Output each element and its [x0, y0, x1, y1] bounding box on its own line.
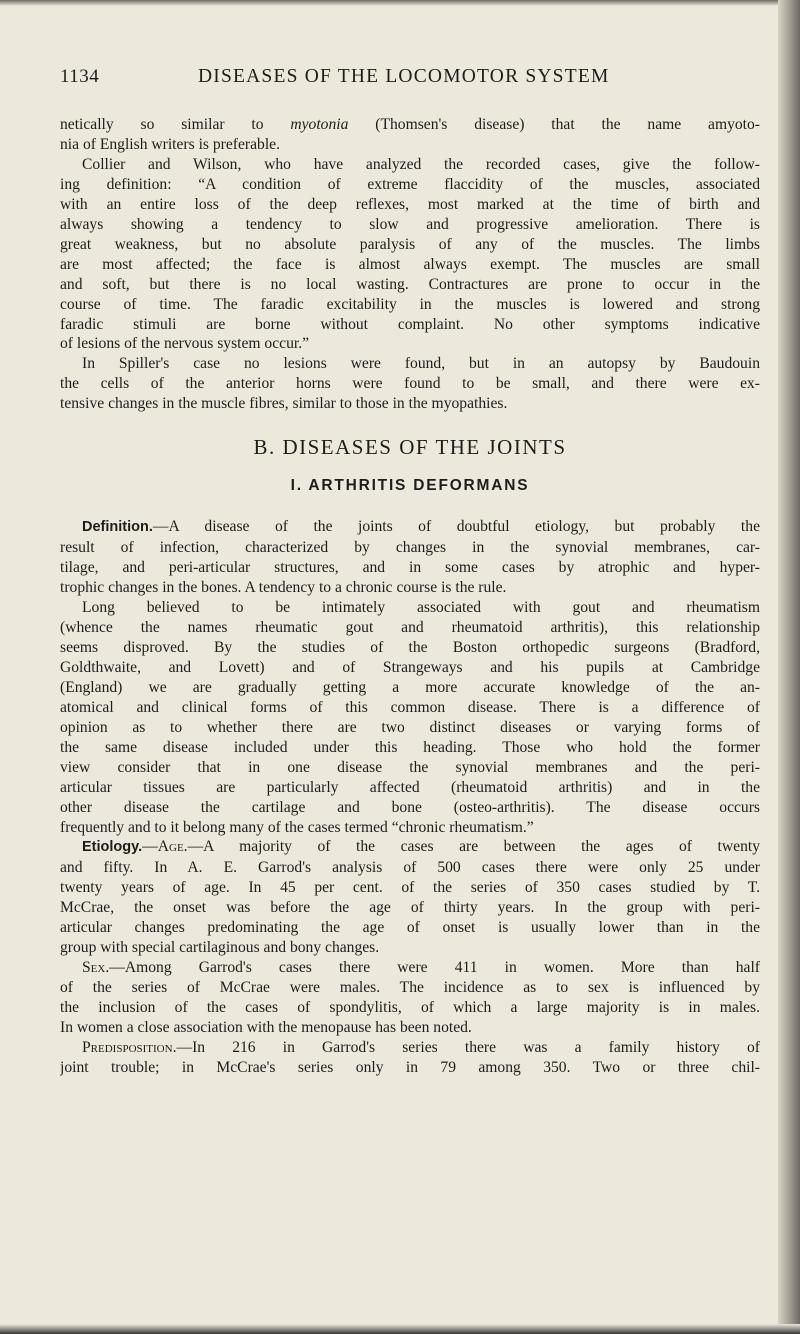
text-run: opinion as to whether there are two distinct diseases or varying forms of	[60, 718, 760, 736]
running-title: DISEASES OF THE LOCOMOTOR SYSTEM	[198, 66, 610, 87]
text-run: (whence the names rheumatic gout and rheumatoid arthritis), this relationship	[60, 618, 760, 636]
text-run: —	[142, 838, 158, 856]
text-run: are most affected; the face is almost always exempt. The muscles are small	[60, 255, 760, 273]
text-run: trophic changes in the bones. A tendency to a chronic course is the rule.	[60, 579, 507, 597]
text-run: ing definition: “A condition of extreme flaccidity of the muscles, associated	[60, 175, 760, 193]
body-text	[60, 115, 760, 1078]
text-run: and soft, but there is no local wasting. Contractures are prone to occur in the	[60, 275, 760, 293]
text-run: with an entire loss of the deep reflexes, most marked at the time of birth and	[60, 195, 760, 213]
text-run: —A disease of the joints of doubtful etiology, but probably the	[152, 518, 760, 536]
text-line	[60, 275, 760, 295]
text-run: always showing a tendency to slow and progressive amelioration. There is	[60, 215, 760, 233]
small-caps-heading: Predisposition.	[82, 1038, 177, 1056]
subsection-heading: I. ARTHRITIS DEFORMANS	[290, 477, 530, 495]
text-line	[60, 778, 760, 798]
text-run: McCrae, the onset was before the age of thirty years. In the group with peri-	[60, 899, 760, 917]
text-line	[60, 195, 760, 215]
text-run: faradic stimuli are borne without complaint. No other symptoms indicative	[60, 315, 760, 333]
text-run: of the series of McCrae were males. The incidence as to sex is influenced by	[60, 979, 760, 997]
text-run: Goldthwaite, and Lovett) and of Strangeways and his pupils at Cambridge	[60, 658, 760, 676]
text-line	[60, 1058, 760, 1078]
text-run: the inclusion of the cases of spondylitis, of which a large majority is in males.	[60, 999, 760, 1017]
text-line	[60, 315, 760, 335]
text-run: Collier and Wilson, who have analyzed the recorded cases, give the follow-	[82, 155, 760, 173]
run-in-heading: Etiology.	[82, 839, 143, 856]
text-line	[60, 215, 760, 235]
text-line	[60, 938, 760, 958]
text-line	[60, 718, 760, 738]
text-run: frequently and to it belong many of the cases termed “chronic rheumatism.”	[60, 818, 534, 836]
text-run: other disease the cartilage and bone (osteo-arthritis). The disease occurs	[60, 798, 760, 816]
text-run: articular changes predominating the age of onset is usually lower than in the	[60, 919, 760, 937]
text-run: joint trouble; in McCrae's series only in 79 among 350. Two or three chil-	[60, 1058, 760, 1076]
text-line	[60, 638, 760, 658]
text-run: group with special cartilaginous and bony changes.	[60, 939, 380, 957]
text-run: tilage, and peri-articular structures, and in some cases by atrophic and hyper-	[60, 559, 760, 577]
text-line	[60, 135, 760, 155]
section-heading: B. DISEASES OF THE JOINTS	[253, 435, 567, 460]
text-line	[60, 598, 760, 618]
page-right-edge-shadow	[778, 0, 800, 1334]
text-line	[60, 918, 760, 938]
text-run: the same disease included under this heading. Those who hold the former	[60, 738, 760, 756]
text-line	[60, 394, 760, 414]
text-run: articular tissues are particularly affected (rheumatoid arthritis) and in the	[60, 778, 760, 796]
text-line	[60, 658, 760, 678]
text-run: nia of English writers is preferable.	[60, 135, 280, 153]
text-run: atomical and clinical forms of this common disease. There is a difference of	[60, 698, 760, 716]
text-line	[60, 898, 760, 918]
text-run: view consider that in one disease the synovial membranes and the peri-	[60, 758, 760, 776]
text-line	[60, 538, 760, 558]
text-run: myotonia	[290, 116, 349, 133]
intro-paragraphs	[60, 115, 760, 414]
text-run: twenty years of age. In 45 per cent. of the series of 350 cases studied by T.	[60, 879, 760, 897]
text-line	[60, 837, 760, 858]
text-line	[60, 978, 760, 998]
text-line	[60, 255, 760, 275]
text-run: great weakness, but no absolute paralysis of any of the muscles. The limbs	[60, 235, 760, 253]
text-line	[60, 818, 760, 838]
text-line	[60, 618, 760, 638]
text-run: seems disproved. By the studies of the Boston orthopedic surgeons (Bradford,	[60, 638, 760, 656]
text-line	[60, 858, 760, 878]
text-line	[60, 998, 760, 1018]
text-line	[60, 175, 760, 195]
text-run: —A majority of the cases are between the ages of twenty	[187, 838, 760, 856]
text-run: (Thomsen's disease) that the name amyoto-	[348, 116, 760, 133]
page-top-edge	[0, 0, 800, 6]
text-run: tensive changes in the muscle fibres, similar to those in the myopathies.	[60, 395, 508, 413]
text-run: the cells of the anterior horns were found to be small, and there were ex-	[60, 375, 760, 393]
small-caps-heading: Age.	[157, 838, 188, 856]
text-line	[60, 235, 760, 255]
text-line	[60, 798, 760, 818]
text-run: Long believed to be intimately associated with gout and rheumatism	[82, 599, 760, 617]
text-line	[60, 295, 760, 315]
text-run: course of time. The faradic excitability in the muscles is lowered and strong	[60, 295, 760, 313]
text-line	[60, 374, 760, 394]
text-run: In women a close association with the menopause has been noted.	[60, 1019, 472, 1037]
text-line	[60, 958, 760, 978]
run-in-heading: Definition.	[82, 519, 153, 536]
text-line	[60, 354, 760, 374]
main-paragraphs	[60, 517, 760, 1078]
text-line	[60, 698, 760, 718]
text-run: In Spiller's case no lesions were found, but in an autopsy by Baudouin	[82, 355, 760, 373]
text-run: netically so similar to	[60, 116, 291, 133]
text-line	[60, 758, 760, 778]
text-line	[60, 517, 760, 538]
text-run: —In 216 in Garrod's series there was a family history of	[176, 1038, 760, 1056]
text-line	[60, 878, 760, 898]
page-header	[60, 66, 760, 96]
text-line	[60, 738, 760, 758]
text-line	[60, 1018, 760, 1038]
small-caps-heading: Sex.	[82, 959, 110, 977]
text-run: result of infection, characterized by changes in the synovial membranes, car-	[60, 539, 760, 557]
text-line	[60, 578, 760, 598]
text-run: (England) we are gradually getting a more accurate knowledge of the an-	[60, 678, 760, 696]
page-number: 1134	[60, 66, 100, 87]
text-run: of lesions of the nervous system occur.”	[60, 335, 310, 353]
text-line	[60, 334, 760, 354]
text-line	[60, 155, 760, 175]
text-run: and fifty. In A. E. Garrod's analysis of 500 cases there were only 25 under	[60, 859, 760, 877]
text-run: —Among Garrod's cases there were 411 in women. More than half	[109, 959, 760, 977]
text-line	[60, 678, 760, 698]
text-line	[60, 115, 760, 135]
page-bottom-edge	[0, 1324, 800, 1334]
text-line	[60, 1038, 760, 1058]
text-line	[60, 558, 760, 578]
